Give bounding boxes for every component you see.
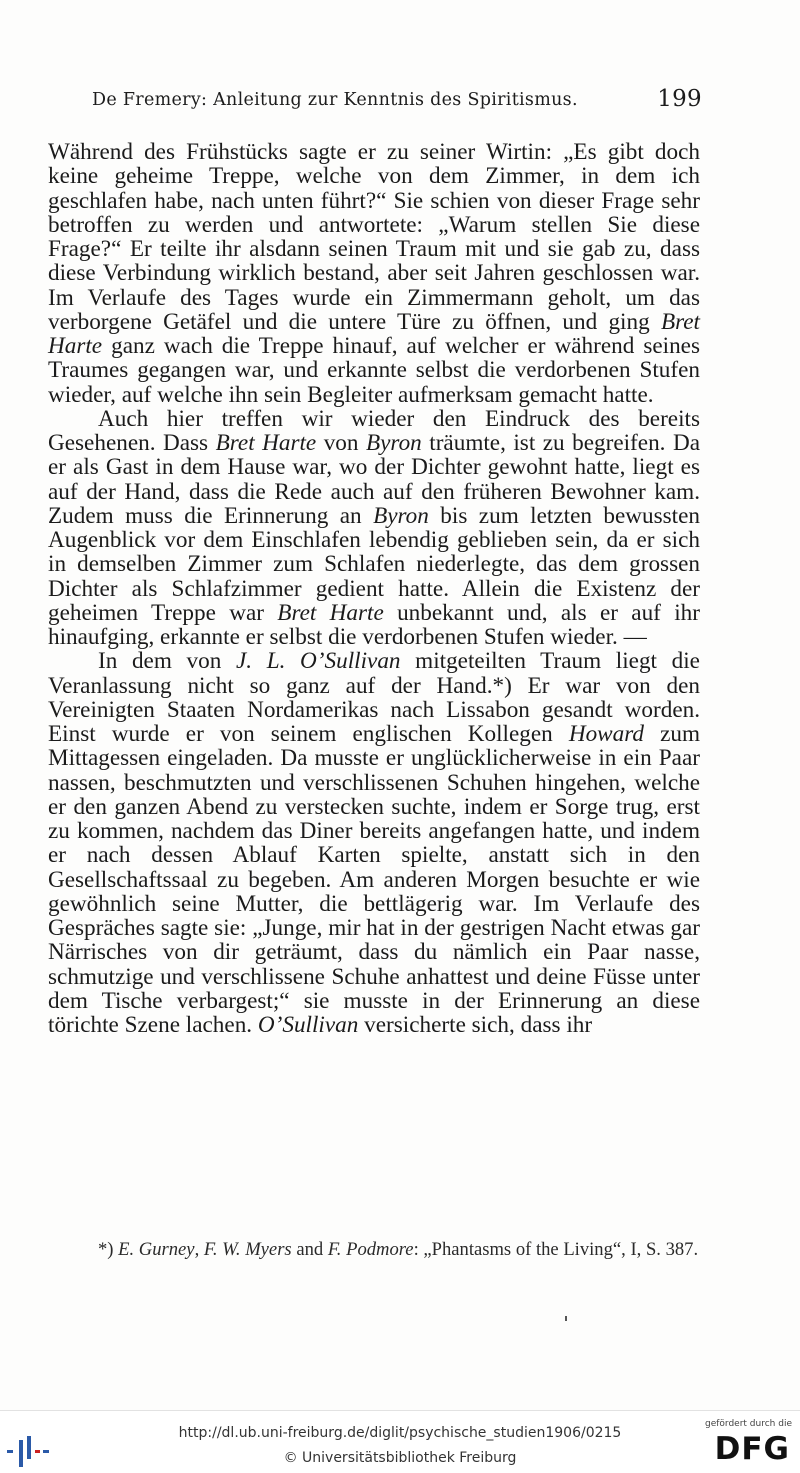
text-run: Während des Frühstücks sagte er zu seiner Wirtin: „Es gibt doch keine geheime Treppe, welche von dem Zimmer, in dem ich geschlafen habe, nach unten führt?“ Sie schien von dieser Frage sehr betroffen zu werden und antwortete: „Warum stellen Sie diese Frage?“ Er teilte ihr alsdann seinen Traum mit und sie gab zu, dass diese Verbindung wirklich bestand, aber seit Jahren geschlossen war. Im Verlaufe des Tages wurde ein Zimmermann geholt, um das verborgene Getäfel und die untere Türe zu öffnen, und ging bbox=[48, 139, 700, 335]
running-header bbox=[92, 86, 702, 116]
paragraph-1 bbox=[48, 140, 700, 407]
text-run: , bbox=[194, 1239, 204, 1260]
dfg-logo[interactable]: DFG bbox=[714, 1431, 790, 1467]
person-name: J. L. O’Sullivan bbox=[235, 648, 401, 675]
text-run: mitgeteilten Traum liegt die Veranlassung nicht so ganz auf der Hand.*) Er war von den Vereinigten Staaten Nordamerikas nach Lissabon gesandt worden. Einst wurde er von seinem englischen Kollegen bbox=[48, 648, 700, 747]
text-run: Auch hier treffen wir wieder den Eindruck des bereits Gesehenen. Dass bbox=[48, 405, 700, 456]
paragraph-3 bbox=[48, 649, 700, 1037]
person-name: Howard bbox=[568, 721, 644, 747]
author-name: E. Gurney bbox=[118, 1239, 195, 1260]
footnote-marker: *) bbox=[98, 1239, 119, 1260]
scan-speck bbox=[565, 1316, 567, 1321]
text-run: bis zum letzten bewussten Augenblick vor dem Einschlafen lebendig geblieben sein, da er sich in demselben Zimmer zum Schlafen niederlegte, das dem grossen Dichter als Schlafzimmer gedient hatte. Allein die Existenz der geheimen Treppe war bbox=[48, 502, 700, 626]
footnote bbox=[48, 1238, 702, 1261]
text-run: unbekannt und, als er auf ihr hinaufging, erkannte er selbst die verdorbenen Stufen wieder. — bbox=[48, 599, 700, 650]
text-run: zum Mittagessen eingeladen. Da musste er unglücklicherweise in ein Paar nassen, beschmutzten und verschlissenen Schuhen hingehen, welche er den ganzen Abend zu verstecken suchte, indem er Sorge trug, erst zu kommen, nachdem das Diner bereits angefangen hatte, und indem er nach dessen Ablauf Karten spielte, anstatt sich in den Gesellschaftssaal zu begeben. Am anderen Morgen besuchte er wie gewöhnlich seine Mutter, die bettlägerig war. Im Verlaufe des Gespräches sagte sie: „Junge, mir hat in der gestrigen Nacht etwas gar Närrisches von dir geträumt, dass du nämlich ein Paar nasse, schmutzige und verschlissene Schuhe anhattest und deine Füsse unter dem Tische verbargest;“ sie musste in der Erinnerung an diese törichte Szene lachen. bbox=[48, 721, 700, 1038]
text-run: träumte, ist zu begreifen. Da er als Gast in dem Hause war, wo der Dichter gewohnt hatte, liegt es auf der Hand, dass die Rede auch auf den früheren Bewohner kam. Zudem muss die Erinnerung an bbox=[48, 430, 700, 529]
viewer-footer-bar bbox=[0, 1410, 800, 1473]
person-name: Bret Harte bbox=[215, 430, 317, 456]
person-name: O’Sullivan bbox=[257, 1012, 359, 1038]
text-run: In dem von bbox=[98, 648, 236, 675]
text-run: : „Phantasms of the Living“, I, S. 387. bbox=[413, 1239, 699, 1260]
author-name: F. W. Myers bbox=[203, 1239, 292, 1260]
page-number: 199 bbox=[657, 86, 702, 112]
person-name: Bret Harte bbox=[277, 599, 384, 626]
paragraph-2 bbox=[48, 407, 700, 650]
text-run: ganz wach die Treppe hinauf, auf welcher er während seines Traumes gegangen war, und erkannte selbst die verdorbenen Stufen wieder, auf welche ihn sein Begleiter aufmerksam gemacht hatte. bbox=[48, 333, 700, 408]
person-name: Byron bbox=[373, 502, 429, 529]
running-title: De Fremery: Anleitung zur Kenntnis des Spiritismus. bbox=[92, 90, 578, 110]
text-run: and bbox=[291, 1239, 328, 1260]
person-name: Bret Harte bbox=[48, 308, 700, 359]
dfg-caption: gefördert durch die bbox=[705, 1419, 792, 1429]
text-run: von bbox=[316, 430, 366, 456]
copyright-notice: © Universitätsbibliothek Freiburg bbox=[283, 1450, 517, 1466]
person-name: Byron bbox=[365, 430, 422, 456]
main-text bbox=[48, 140, 700, 1037]
text-run: versicherte sich, dass ihr bbox=[358, 1012, 593, 1038]
author-name: F. Podmore bbox=[327, 1239, 414, 1260]
permalink-url[interactable]: http://dl.ub.uni-freiburg.de/diglit/psychische_studien1906/0215 bbox=[178, 1425, 622, 1441]
